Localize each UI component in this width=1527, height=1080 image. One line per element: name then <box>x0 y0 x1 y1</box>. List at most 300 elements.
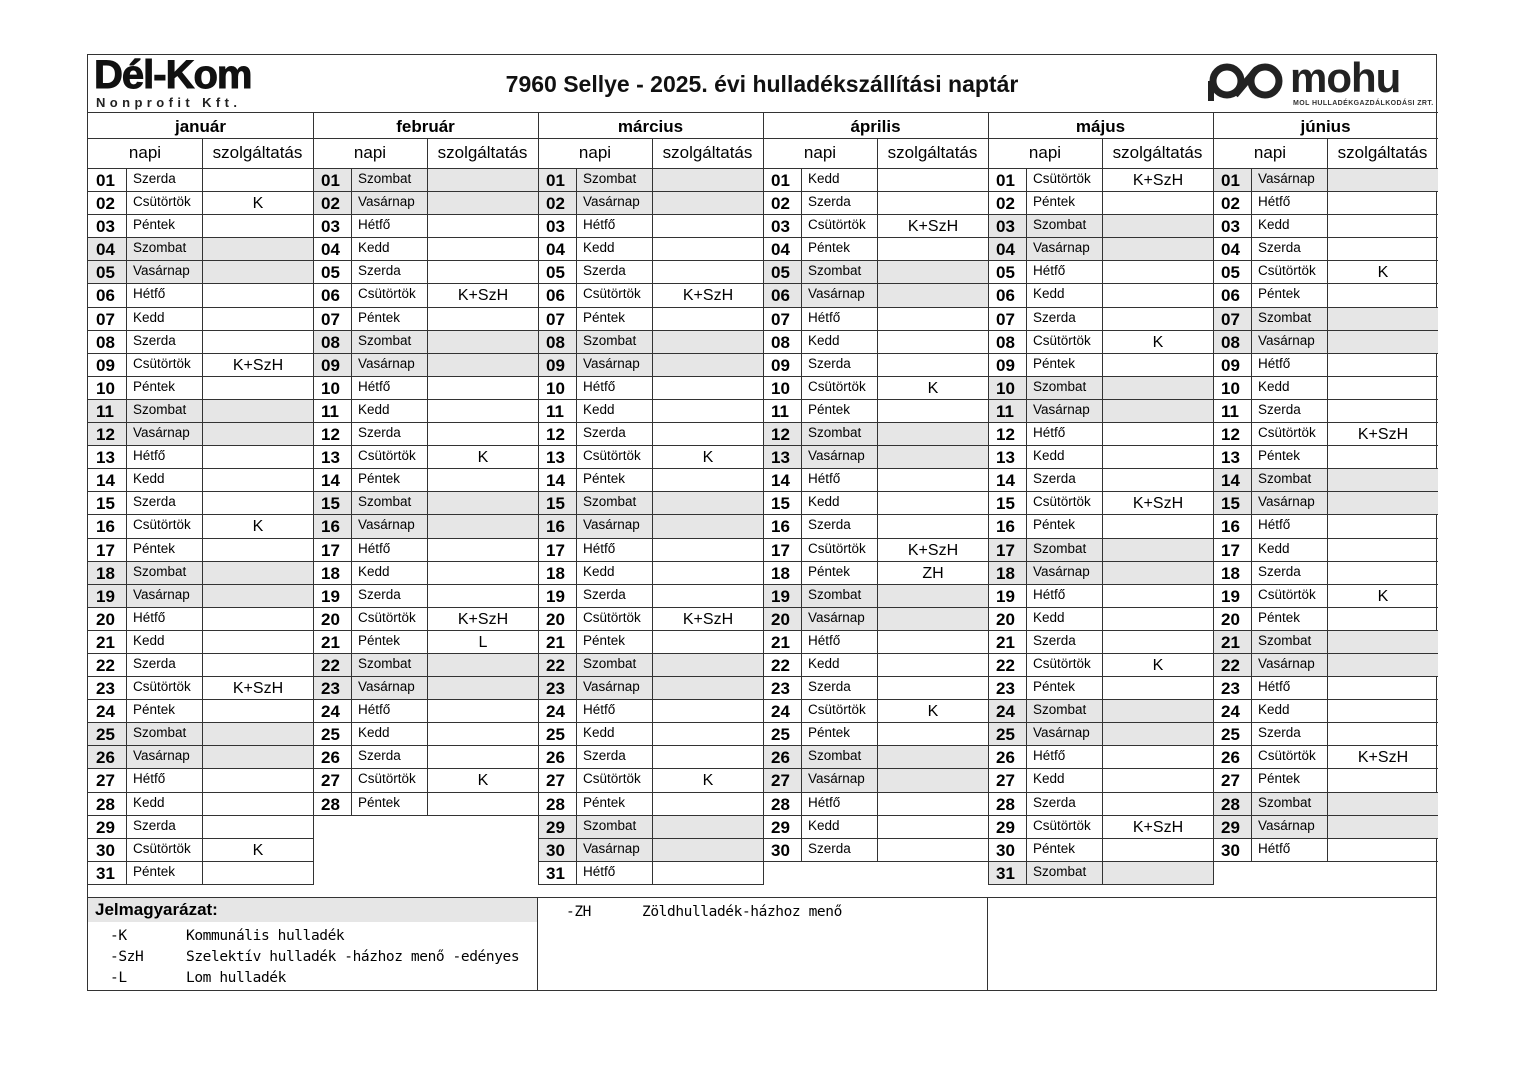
service-code <box>652 492 763 514</box>
day-number: 01 <box>96 171 115 190</box>
day-number: 12 <box>546 425 565 445</box>
day-row <box>1213 677 1438 700</box>
weekday-name: Szombat <box>351 169 427 191</box>
day-row <box>988 793 1213 816</box>
day-row <box>88 816 313 839</box>
weekday-name: Péntek <box>126 539 202 561</box>
day-number: 13 <box>771 448 790 468</box>
weekday-name: Csütörtök <box>576 769 652 791</box>
day-number: 13 <box>1221 448 1240 468</box>
day-number: 02 <box>996 194 1015 214</box>
weekday-name: Kedd <box>1026 284 1102 306</box>
day-row <box>1213 492 1438 515</box>
day-row <box>988 284 1213 307</box>
day-row <box>763 400 988 423</box>
service-code <box>652 515 763 537</box>
day-number: 01 <box>771 171 790 190</box>
weekday-name: Hétfő <box>1251 354 1327 376</box>
service-code <box>1327 192 1438 214</box>
service-code: K+SzH <box>427 284 538 306</box>
weekday-name: Péntek <box>1026 515 1102 537</box>
weekday-name: Hétfő <box>126 284 202 306</box>
day-row <box>988 723 1213 746</box>
weekday-name: Hétfő <box>801 308 877 330</box>
weekday-name: Vasárnap <box>576 515 652 537</box>
service-code <box>427 539 538 561</box>
weekday-name: Péntek <box>351 793 427 815</box>
day-number: 21 <box>771 632 790 652</box>
column-headers <box>538 139 763 169</box>
weekday-name: Szerda <box>1026 793 1102 815</box>
day-number: 04 <box>996 240 1015 260</box>
weekday-name: Péntek <box>801 723 877 745</box>
mohu-logo-subtext: MOL HULLADÉKGAZDÁLKODÁSI ZRT. <box>1293 100 1434 107</box>
day-number: 12 <box>996 425 1015 445</box>
day-number: 22 <box>771 655 790 675</box>
day-row <box>88 654 313 677</box>
day-row <box>1213 261 1438 284</box>
service-code <box>652 261 763 283</box>
day-number: 08 <box>996 332 1015 352</box>
service-code <box>202 631 313 653</box>
service-code <box>202 654 313 676</box>
day-number: 03 <box>1221 217 1240 237</box>
day-number: 10 <box>546 378 565 398</box>
day-row <box>313 769 538 792</box>
day-row <box>313 261 538 284</box>
weekday-name: Hétfő <box>1251 677 1327 699</box>
service-code <box>652 400 763 422</box>
weekday-name: Csütörtök <box>801 700 877 722</box>
weekday-name: Kedd <box>1026 608 1102 630</box>
weekday-name: Kedd <box>801 816 877 838</box>
weekday-name: Csütörtök <box>576 446 652 468</box>
day-row <box>88 238 313 261</box>
weekday-name: Csütörtök <box>351 284 427 306</box>
day-row <box>538 585 763 608</box>
day-number: 24 <box>546 702 565 722</box>
service-code: K+SzH <box>1102 169 1213 191</box>
day-row <box>763 608 988 631</box>
day-number: 15 <box>546 494 565 514</box>
day-row <box>538 492 763 515</box>
day-row <box>988 539 1213 562</box>
weekday-name: Csütörtök <box>1251 423 1327 445</box>
delkom-logo-text: Dél-Kom <box>94 53 252 97</box>
weekday-name: Péntek <box>126 862 202 884</box>
service-code <box>202 215 313 237</box>
weekday-name: Csütörtök <box>1251 585 1327 607</box>
day-number: 18 <box>96 563 115 583</box>
day-number: 04 <box>96 240 115 260</box>
service-code <box>427 562 538 584</box>
calendar-sheet <box>87 54 1437 991</box>
day-row <box>313 400 538 423</box>
service-code <box>652 354 763 376</box>
day-number: 23 <box>321 679 340 699</box>
weekday-name: Szerda <box>576 423 652 445</box>
day-row <box>313 446 538 469</box>
day-number: 18 <box>1221 563 1240 583</box>
day-row <box>538 446 763 469</box>
day-row <box>763 377 988 400</box>
day-row <box>313 469 538 492</box>
day-number: 29 <box>996 817 1015 837</box>
day-row <box>988 261 1213 284</box>
szolgaltatas-header: szolgáltatás <box>437 143 528 162</box>
service-code <box>877 631 988 653</box>
day-number: 14 <box>321 471 340 491</box>
day-row <box>988 446 1213 469</box>
service-code <box>1102 677 1213 699</box>
weekday-name: Hétfő <box>801 469 877 491</box>
service-code <box>202 492 313 514</box>
day-number: 15 <box>321 494 340 514</box>
day-number: 20 <box>1221 609 1240 629</box>
day-number: 16 <box>321 517 340 537</box>
day-number: 06 <box>546 286 565 306</box>
legend-code: -ZH <box>566 904 591 920</box>
day-number: 17 <box>771 540 790 560</box>
day-number: 06 <box>771 286 790 306</box>
service-code <box>202 746 313 768</box>
day-number: 22 <box>546 655 565 675</box>
mohu-logo-icon <box>1207 61 1289 105</box>
day-row <box>1213 377 1438 400</box>
day-number: 02 <box>1221 194 1240 214</box>
day-row <box>988 354 1213 377</box>
day-number: 07 <box>321 309 340 329</box>
weekday-name: Hétfő <box>576 215 652 237</box>
service-code <box>652 308 763 330</box>
weekday-name: Csütörtök <box>1026 169 1102 191</box>
service-code: K+SzH <box>652 608 763 630</box>
weekday-name: Szerda <box>1251 238 1327 260</box>
day-number: 19 <box>996 586 1015 606</box>
weekday-name: Csütörtök <box>1026 331 1102 353</box>
day-number: 21 <box>96 632 115 652</box>
day-row <box>1213 654 1438 677</box>
service-code <box>877 469 988 491</box>
day-number: 09 <box>321 355 340 375</box>
day-row <box>1213 469 1438 492</box>
weekday-name: Szerda <box>351 423 427 445</box>
service-code <box>1102 723 1213 745</box>
day-row <box>763 169 988 192</box>
weekday-name: Kedd <box>351 723 427 745</box>
day-rows <box>763 169 988 862</box>
day-number: 29 <box>96 817 115 837</box>
day-number: 27 <box>546 771 565 791</box>
service-code: K <box>202 839 313 861</box>
service-code <box>427 746 538 768</box>
weekday-name: Kedd <box>1251 377 1327 399</box>
day-row <box>313 562 538 585</box>
day-number: 10 <box>1221 378 1240 398</box>
weekday-name: Hétfő <box>576 539 652 561</box>
day-number: 23 <box>96 679 115 699</box>
day-row <box>88 746 313 769</box>
day-number: 15 <box>96 494 115 514</box>
column-headers <box>1213 139 1438 169</box>
weekday-name: Csütörtök <box>576 608 652 630</box>
weekday-name: Szombat <box>1026 862 1102 884</box>
day-number: 14 <box>546 471 565 491</box>
weekday-name: Kedd <box>126 308 202 330</box>
day-rows <box>313 169 538 816</box>
weekday-name: Vasárnap <box>801 284 877 306</box>
day-row <box>313 793 538 816</box>
day-row <box>88 446 313 469</box>
day-row <box>1213 284 1438 307</box>
weekday-name: Szerda <box>801 515 877 537</box>
day-number: 11 <box>771 401 789 421</box>
day-row <box>988 677 1213 700</box>
day-number: 07 <box>96 309 115 329</box>
weekday-name: Hétfő <box>576 700 652 722</box>
day-row <box>988 469 1213 492</box>
day-number: 27 <box>1221 771 1240 791</box>
day-row <box>763 793 988 816</box>
legend-code: -SzH <box>110 949 144 965</box>
legend-code: -L <box>110 970 127 986</box>
day-number: 24 <box>96 702 115 722</box>
weekday-name: Vasárnap <box>576 839 652 861</box>
day-number: 22 <box>321 655 340 675</box>
service-code <box>1102 400 1213 422</box>
day-row <box>538 723 763 746</box>
weekday-name: Kedd <box>126 793 202 815</box>
day-row <box>88 169 313 192</box>
day-number: 08 <box>321 332 340 352</box>
day-row <box>763 354 988 377</box>
service-code: K <box>1327 261 1438 283</box>
service-code: K+SzH <box>1102 816 1213 838</box>
day-number: 30 <box>546 840 565 860</box>
day-number: 26 <box>996 748 1015 768</box>
service-code <box>1327 308 1438 330</box>
weekday-name: Csütörtök <box>126 515 202 537</box>
szolgaltatas-header: szolgáltatás <box>662 143 753 162</box>
day-number: 12 <box>321 425 340 445</box>
day-row <box>313 308 538 331</box>
service-code <box>877 608 988 630</box>
day-number: 14 <box>1221 471 1240 491</box>
service-code <box>1102 562 1213 584</box>
service-code <box>1102 469 1213 491</box>
day-number: 19 <box>1221 586 1240 606</box>
day-row <box>763 238 988 261</box>
service-code <box>877 515 988 537</box>
service-code <box>1327 377 1438 399</box>
weekday-name: Szerda <box>126 492 202 514</box>
weekday-name: Vasárnap <box>576 192 652 214</box>
day-row <box>88 423 313 446</box>
napi-header: napi <box>578 143 612 162</box>
service-code <box>877 769 988 791</box>
service-code <box>202 816 313 838</box>
day-row <box>538 169 763 192</box>
day-number: 12 <box>1221 425 1240 445</box>
day-number: 20 <box>546 609 565 629</box>
day-row <box>88 723 313 746</box>
day-row <box>88 700 313 723</box>
service-code <box>427 261 538 283</box>
weekday-name: Szerda <box>576 746 652 768</box>
weekday-name: Csütörtök <box>1026 492 1102 514</box>
day-number: 22 <box>996 655 1015 675</box>
day-row <box>1213 816 1438 839</box>
szolgaltatas-header: szolgáltatás <box>1112 143 1203 162</box>
weekday-name: Kedd <box>126 631 202 653</box>
day-number: 19 <box>96 586 115 606</box>
day-number: 05 <box>96 263 115 283</box>
weekday-name: Vasárnap <box>1026 562 1102 584</box>
month-name: március <box>538 112 763 139</box>
day-number: 16 <box>1221 517 1240 537</box>
day-row <box>1213 308 1438 331</box>
day-row <box>313 492 538 515</box>
service-code <box>427 469 538 491</box>
day-number: 07 <box>1221 309 1240 329</box>
day-number: 18 <box>546 563 565 583</box>
weekday-name: Hétfő <box>1251 839 1327 861</box>
day-number: 28 <box>321 794 340 814</box>
service-code: K+SzH <box>1102 492 1213 514</box>
service-code <box>202 539 313 561</box>
weekday-name: Csütörtök <box>576 284 652 306</box>
weekday-name: Kedd <box>1026 769 1102 791</box>
service-code <box>652 677 763 699</box>
day-number: 26 <box>1221 748 1240 768</box>
day-row <box>88 631 313 654</box>
day-row <box>538 608 763 631</box>
day-number: 18 <box>771 563 790 583</box>
day-number: 08 <box>546 332 565 352</box>
weekday-name: Szerda <box>1251 400 1327 422</box>
day-number: 05 <box>996 263 1015 283</box>
column-headers <box>763 139 988 169</box>
mohu-logo-text: mohu <box>1290 54 1401 101</box>
service-code <box>652 469 763 491</box>
day-number: 07 <box>771 309 790 329</box>
day-row <box>88 793 313 816</box>
weekday-name: Szombat <box>1251 631 1327 653</box>
day-row <box>988 169 1213 192</box>
day-row <box>1213 562 1438 585</box>
day-number: 02 <box>321 194 340 214</box>
service-code <box>202 446 313 468</box>
month-name: május <box>988 112 1213 139</box>
weekday-name: Csütörtök <box>126 192 202 214</box>
day-row <box>763 331 988 354</box>
day-row <box>988 400 1213 423</box>
day-row <box>1213 700 1438 723</box>
weekday-name: Péntek <box>1026 192 1102 214</box>
service-code <box>1327 631 1438 653</box>
day-row <box>1213 769 1438 792</box>
day-row <box>1213 608 1438 631</box>
legend-desc: Lom hulladék <box>186 970 286 986</box>
day-number: 13 <box>321 448 340 468</box>
day-number: 21 <box>321 632 340 652</box>
day-row <box>763 816 988 839</box>
weekday-name: Vasárnap <box>1251 169 1327 191</box>
service-code <box>202 585 313 607</box>
service-code <box>1327 492 1438 514</box>
service-code <box>202 400 313 422</box>
day-row <box>988 308 1213 331</box>
weekday-name: Szerda <box>801 677 877 699</box>
service-code <box>427 585 538 607</box>
day-row <box>313 539 538 562</box>
month-column <box>313 112 538 816</box>
service-code: K+SzH <box>427 608 538 630</box>
weekday-name: Kedd <box>801 492 877 514</box>
day-number: 25 <box>996 725 1015 745</box>
service-code <box>877 400 988 422</box>
day-number: 04 <box>1221 240 1240 260</box>
month-name: január <box>88 112 313 139</box>
weekday-name: Szerda <box>1251 723 1327 745</box>
day-row <box>88 677 313 700</box>
weekday-name: Szerda <box>1026 308 1102 330</box>
day-number: 06 <box>996 286 1015 306</box>
service-code <box>1102 700 1213 722</box>
month-divider <box>988 112 989 885</box>
weekday-name: Szombat <box>801 585 877 607</box>
weekday-name: Hétfő <box>1026 423 1102 445</box>
header <box>88 55 1436 112</box>
service-code <box>202 238 313 260</box>
day-row <box>1213 354 1438 377</box>
day-row <box>313 608 538 631</box>
service-code <box>1102 308 1213 330</box>
day-number: 06 <box>321 286 340 306</box>
day-number: 27 <box>96 771 115 791</box>
day-number: 17 <box>546 540 565 560</box>
service-code <box>202 862 313 884</box>
day-row <box>988 215 1213 238</box>
service-code <box>1327 562 1438 584</box>
day-number: 09 <box>96 355 115 375</box>
service-code <box>1102 839 1213 861</box>
day-number: 01 <box>1221 171 1240 190</box>
legend-divider <box>537 898 538 991</box>
day-row <box>313 192 538 215</box>
service-code <box>1327 608 1438 630</box>
day-number: 16 <box>546 517 565 537</box>
day-number: 20 <box>321 609 340 629</box>
weekday-name: Szombat <box>576 169 652 191</box>
day-row <box>988 862 1213 885</box>
service-code <box>1327 331 1438 353</box>
day-row <box>313 169 538 192</box>
service-code <box>652 169 763 191</box>
day-row <box>88 400 313 423</box>
day-row <box>88 308 313 331</box>
weekday-name: Vasárnap <box>126 746 202 768</box>
day-number: 03 <box>771 217 790 237</box>
day-number: 11 <box>96 401 114 421</box>
day-row <box>988 562 1213 585</box>
weekday-name: Péntek <box>1251 769 1327 791</box>
service-code <box>427 515 538 537</box>
service-code <box>877 238 988 260</box>
day-number: 23 <box>771 679 790 699</box>
day-number: 03 <box>96 217 115 237</box>
day-number: 24 <box>996 702 1015 722</box>
